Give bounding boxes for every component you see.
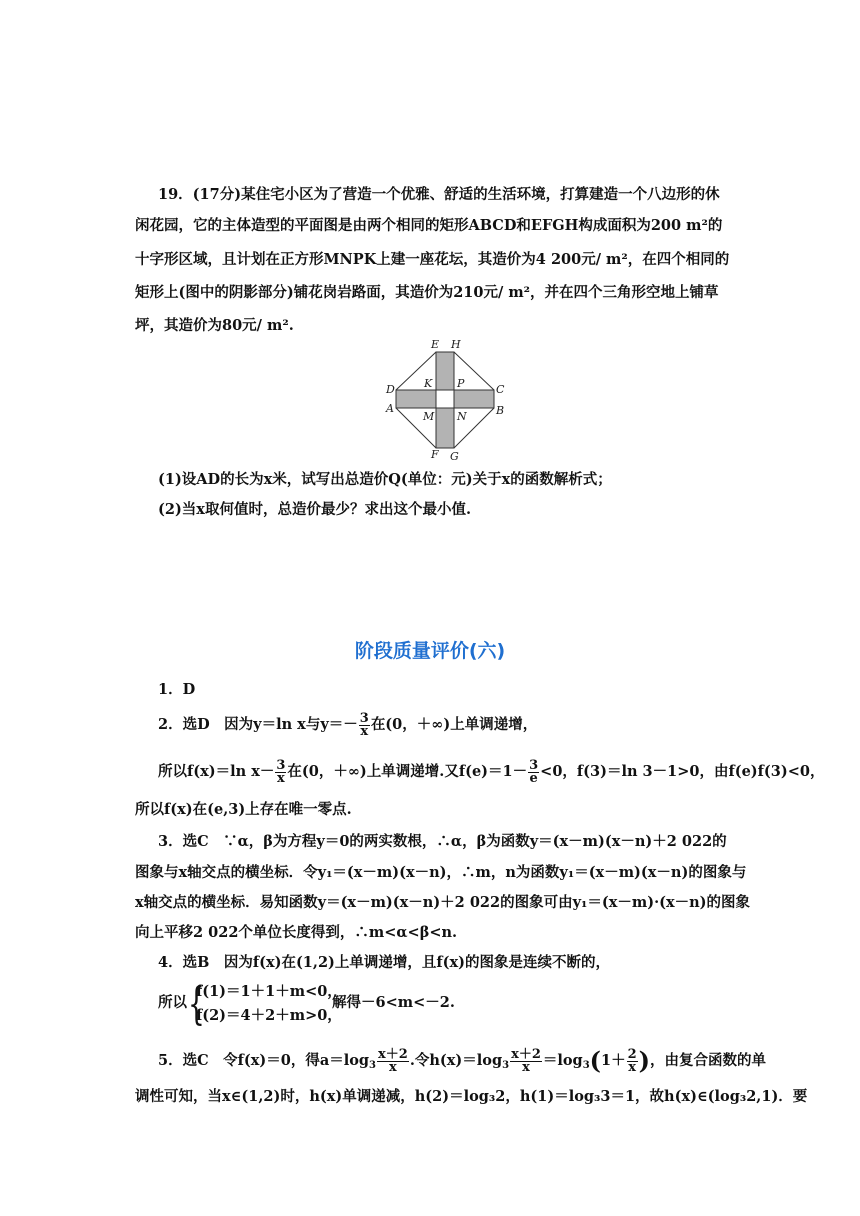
- fraction-x-plus-2-over-x: $\frac{x+2}{x}$: [511, 1046, 541, 1075]
- question-2: (2)当x取何值时，总造价最少？求出这个最小值.: [158, 501, 472, 518]
- label-N: N: [457, 410, 467, 423]
- answer-2-line1: [158, 710, 537, 740]
- problem19-line2: 闲花园，它的主体造型的平面图是由两个相同的矩形ABCD和EFGH构成面积为200 m²的: [135, 217, 723, 234]
- question-1: (1)设AD的长为x米，试写出总造价Q(单位：元)关于x的函数解析式；: [158, 471, 612, 488]
- answer-1: 1．D: [158, 681, 196, 698]
- label-E: E: [431, 338, 440, 351]
- answer-2-tail: 在(0，＋∞)上单调递增，: [370, 716, 538, 733]
- problem19-line5: 坪，其造价为80元/ m².: [135, 317, 294, 334]
- label-M: M: [423, 410, 435, 423]
- answer-5-line2: 调性可知，当x∈(1,2)时，h(x)单调递减，h(2)＝log₃2，h(1)＝log₃3＝1，故h(x)∈(log₃2,1)．要: [135, 1088, 808, 1105]
- fraction-3-over-e: $\frac{3}{e}$: [529, 757, 539, 786]
- fraction-3-over-x: $\frac{3}{x}$: [276, 757, 286, 786]
- answer-2-line2: 所以f(x)＝ln x－ $\frac{3}{x}$ 在(0，＋∞)上单调递增.又f(e)＝1－ $\frac{3}{e}$ <0，f(3)＝ln 3－1>0，由f(e)f(3)<0，: [158, 757, 825, 786]
- label-D: D: [386, 383, 395, 396]
- answer-5-line1: 5．选C 令f(x)＝0，得$a=\log_3$ $\frac{x+2}{x}$ .令$h(x)=\log_3$ $\frac{x+2}{x}$ $=\log_3(1+$ $\frac{2}{x}$ )，由复合函数的单: [158, 1046, 767, 1075]
- answer-3-line4: 向上平移2 022个单位长度得到，∴m<α<β<n.: [135, 924, 458, 941]
- answer-3-line1: 3．选C ∵α，β为方程y＝0的两实数根，∴α，β为函数y＝(x－m)(x－n)＋2 022的: [158, 833, 727, 850]
- answer-3-line3: x轴交点的横坐标．易知函数y＝(x－m)(x－n)＋2 022的图象可由y₁＝(x－m)·(x－n)的图象: [135, 894, 751, 911]
- label-B: B: [496, 404, 505, 417]
- fraction-2-over-x: $\frac{2}{x}$: [627, 1046, 637, 1075]
- label-K: K: [424, 377, 433, 390]
- answer-4-so: 所以: [158, 994, 187, 1011]
- answer-4-system-1: f(1)＝1＋1＋m<0，: [196, 983, 342, 1000]
- problem19-line4: 矩形上(图中的阴影部分)铺花岗岩路面，其造价为210元/ m²，并在四个三角形空地上铺草: [135, 284, 719, 301]
- answer-2-line3: 所以f(x)在(e,3)上存在唯一零点.: [135, 801, 352, 818]
- answer-2-head: 2．选D 因为y＝ln x与y＝－: [158, 716, 358, 733]
- fraction-3-over-x: $\frac{3}{x}$: [359, 710, 369, 739]
- label-C: C: [496, 383, 505, 396]
- fraction-x-plus-2-over-x: $\frac{x+2}{x}$: [378, 1046, 408, 1075]
- answer-3-line2: 图象与x轴交点的横坐标．令y₁＝(x－m)(x－n)，∴m，n为函数y₁＝(x－m)(x－n)的图象与: [135, 864, 747, 881]
- answer-4-line1: 4．选B 因为f(x)在(1,2)上单调递增，且f(x)的图象是连续不断的，: [158, 954, 610, 971]
- problem19-line1: 19．(17分)某住宅小区为了营造一个优雅、舒适的生活环境，打算建造一个八边形的休: [158, 186, 720, 203]
- label-G: G: [450, 450, 459, 463]
- left-brace: {: [188, 979, 205, 1030]
- label-H: H: [451, 338, 461, 351]
- label-P: P: [457, 377, 465, 390]
- answer-4-result: 解得－6<m<－2.: [332, 994, 455, 1011]
- square-mnpk: [436, 390, 454, 408]
- label-F: F: [431, 448, 439, 461]
- problem19-line3: 十字形区域，且计划在正方形MNPK上建一座花坛，其造价为4 200元/ m²，在四个相同的: [135, 251, 730, 268]
- answer-4-system-2: f(2)＝4＋2＋m>0，: [196, 1007, 342, 1024]
- label-A: A: [386, 402, 394, 415]
- section-title: 阶段质量评价(六): [354, 640, 506, 662]
- garden-figure: [380, 336, 510, 464]
